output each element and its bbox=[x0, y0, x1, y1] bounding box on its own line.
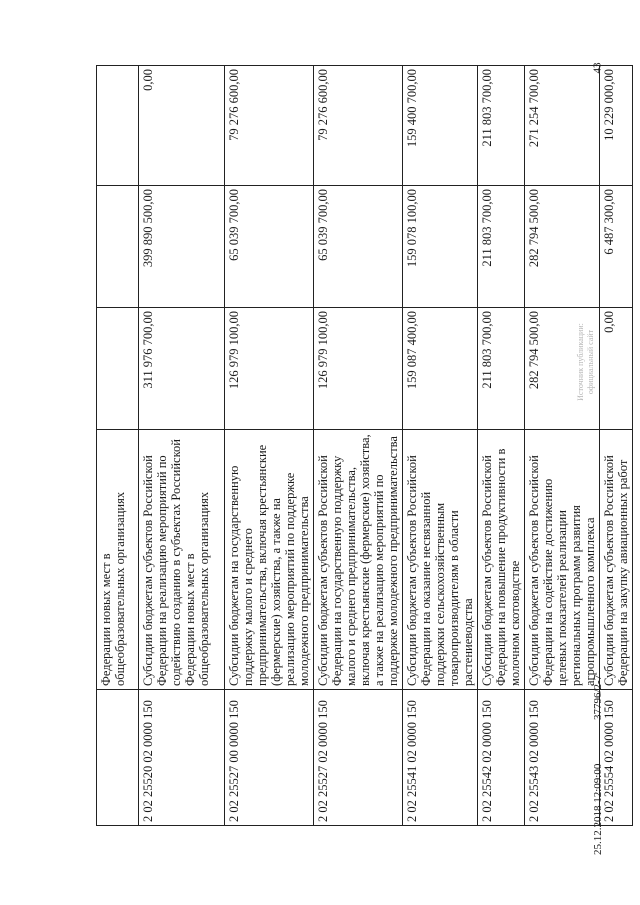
footer-doc-code: 37796/2-7 bbox=[592, 674, 604, 720]
row-name: Субсидии бюджетам субъектов Российской Федерации на оказание несвязанной поддержки сельскохозяйственным товаропроизводителям в области растениеводства bbox=[403, 430, 478, 690]
row-code: 2 02 25527 00 0000 150 bbox=[225, 690, 314, 826]
row-code: 2 02 25527 02 0000 150 bbox=[314, 690, 403, 826]
row-code bbox=[97, 690, 139, 826]
row-value-1 bbox=[97, 308, 139, 430]
row-value-3: 79 276 600,00 bbox=[225, 66, 314, 186]
row-value-2: 399 890 500,00 bbox=[139, 186, 225, 308]
stamp-line: официальный сайт bbox=[586, 329, 595, 395]
table-row bbox=[97, 66, 139, 826]
page-number: 43 bbox=[591, 62, 604, 74]
row-code: 2 02 25520 02 0000 150 bbox=[139, 690, 225, 826]
row-value-2: 65 039 700,00 bbox=[314, 186, 403, 308]
row-name: Субсидии бюджетам субъектов Российской Федерации на реализацию мероприятий по содействию созданию в субъектах Российской Федерации новых мест в общеобразовательных организациях bbox=[139, 430, 225, 690]
row-code: 2 02 25541 02 0000 150 bbox=[403, 690, 478, 826]
row-value-2 bbox=[97, 186, 139, 308]
row-value-3 bbox=[97, 66, 139, 186]
row-value-1: 0,00 bbox=[600, 308, 633, 430]
row-value-1: 311 976 700,00 bbox=[139, 308, 225, 430]
row-name: Субсидии бюджетам субъектов Российской Федерации на государственную поддержку малого и среднего предпринимательства, включая крестьянские (фермерские) хозяйства, а также на реализацию мероприятий по поддержке молодежного предпринимательства bbox=[314, 430, 403, 690]
row-value-3: 0,00 bbox=[139, 66, 225, 186]
row-value-2: 159 078 100,00 bbox=[403, 186, 478, 308]
table-row bbox=[314, 66, 403, 826]
table-row bbox=[139, 66, 225, 826]
table-row bbox=[525, 66, 600, 826]
row-value-2: 282 794 500,00 bbox=[525, 186, 600, 308]
row-name: Субсидии бюджетам субъектов Российской Федерации на содействие достижению целевых показателей реализации региональных программ развития агропромышленного комплекса bbox=[525, 430, 600, 690]
row-value-3: 10 229 000,00 bbox=[600, 66, 633, 186]
row-name: Федерации новых мест в общеобразовательных организациях bbox=[97, 430, 139, 690]
table-row bbox=[600, 66, 633, 826]
budget-table bbox=[96, 62, 633, 826]
row-value-1: 211 803 700,00 bbox=[478, 308, 525, 430]
row-value-1: 126 979 100,00 bbox=[314, 308, 403, 430]
row-value-3: 159 400 700,00 bbox=[403, 66, 478, 186]
row-value-2: 65 039 700,00 bbox=[225, 186, 314, 308]
row-code: 2 02 25554 02 0000 150 bbox=[600, 690, 633, 826]
footer-date: 25.12.2018 12:09:00 bbox=[592, 763, 604, 855]
row-code: 2 02 25543 02 0000 150 bbox=[525, 690, 600, 826]
row-value-1: 126 979 100,00 bbox=[225, 308, 314, 430]
footer bbox=[592, 674, 604, 856]
row-value-2: 211 803 700,00 bbox=[478, 186, 525, 308]
row-value-3: 79 276 600,00 bbox=[314, 66, 403, 186]
row-name: Субсидии бюджетам субъектов Российской Федерации на закупку авиационных работ bbox=[600, 430, 633, 690]
stamp-line: Источник публикации: bbox=[576, 323, 585, 401]
row-value-3: 211 803 700,00 bbox=[478, 66, 525, 186]
row-name: Субсидии бюджетам на государственную поддержку малого и среднего предпринимательства, включая крестьянские (фермерские) хозяйства, а также на реализацию мероприятий по поддержке молодежного предпринимательства bbox=[225, 430, 314, 690]
row-code: 2 02 25542 02 0000 150 bbox=[478, 690, 525, 826]
table-row bbox=[225, 66, 314, 826]
row-name: Субсидии бюджетам субъектов Российской Федерации на повышение продуктивности в молочном скотоводстве bbox=[478, 430, 525, 690]
table-row bbox=[403, 66, 478, 826]
row-value-1: 282 794 500,00 bbox=[525, 308, 600, 430]
row-value-2: 6 487 300,00 bbox=[600, 186, 633, 308]
row-value-3: 271 254 700,00 bbox=[525, 66, 600, 186]
row-value-1: 159 087 400,00 bbox=[403, 308, 478, 430]
table-row bbox=[478, 66, 525, 826]
